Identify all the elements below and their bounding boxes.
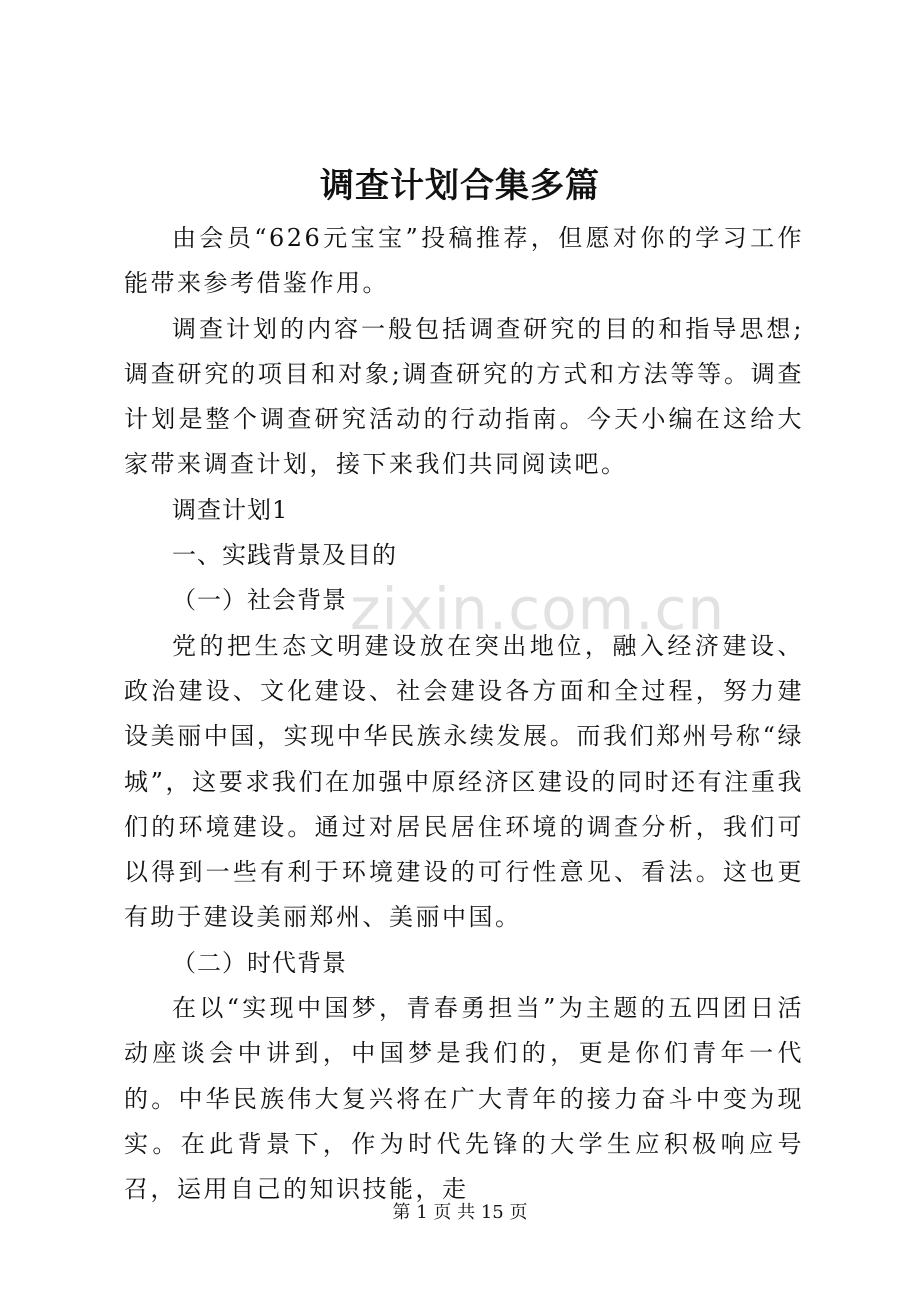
watermark: zixin.com.cn <box>350 575 726 643</box>
page-footer: 第 1 页 共 15 页 <box>392 1202 528 1223</box>
paragraph-intro: 由会员“626元宝宝”投稿推荐，但愿对你的学习工作能带来参考借鉴作用。 <box>124 224 804 298</box>
subheading-social-background: （一）社会背景 <box>172 586 347 615</box>
paragraph-era-background: 在以“实现中国梦，青春勇担当”为主题的五四团日活动座谈会中讲到，中国梦是我们的，更是你们青年一代的。中华民族伟大复兴将在广大青年的接力奋斗中变为现实。在此背景下，作为时代先锋的大学生应积极响应号召，运用自己的知识技能，走 <box>124 994 804 1204</box>
section-heading-plan-1: 调查计划1 <box>172 495 289 524</box>
section-heading-background: 一、实践背景及目的 <box>172 541 397 570</box>
subheading-era-background: （二）时代背景 <box>172 948 347 977</box>
paragraph-social-background: 党的把生态文明建设放在突出地位，融入经济建设、政治建设、文化建设、社会建设各方面和全过程，努力建设美丽中国，实现中华民族永续发展。而我们郑州号称“绿城”，这要求我们在加强中原经济区建设的同时还有注重我们的环境建设。通过对居民居住环境的调查分析，我们可以得到一些有利于环境建设的可行性意见、看法。这也更有助于建设美丽郑州、美丽中国。 <box>124 631 804 932</box>
paragraph-overview: 调查计划的内容一般包括调查研究的目的和指导思想;调查研究的项目和对象;调查研究的方式和方法等等。调查计划是整个调查研究活动的行动指南。今天小编在这给大家带来调查计划，接下来我们共同阅读吧。 <box>124 314 804 479</box>
document-title: 调查计划合集多篇 <box>320 166 600 206</box>
document-body <box>124 216 804 1213</box>
